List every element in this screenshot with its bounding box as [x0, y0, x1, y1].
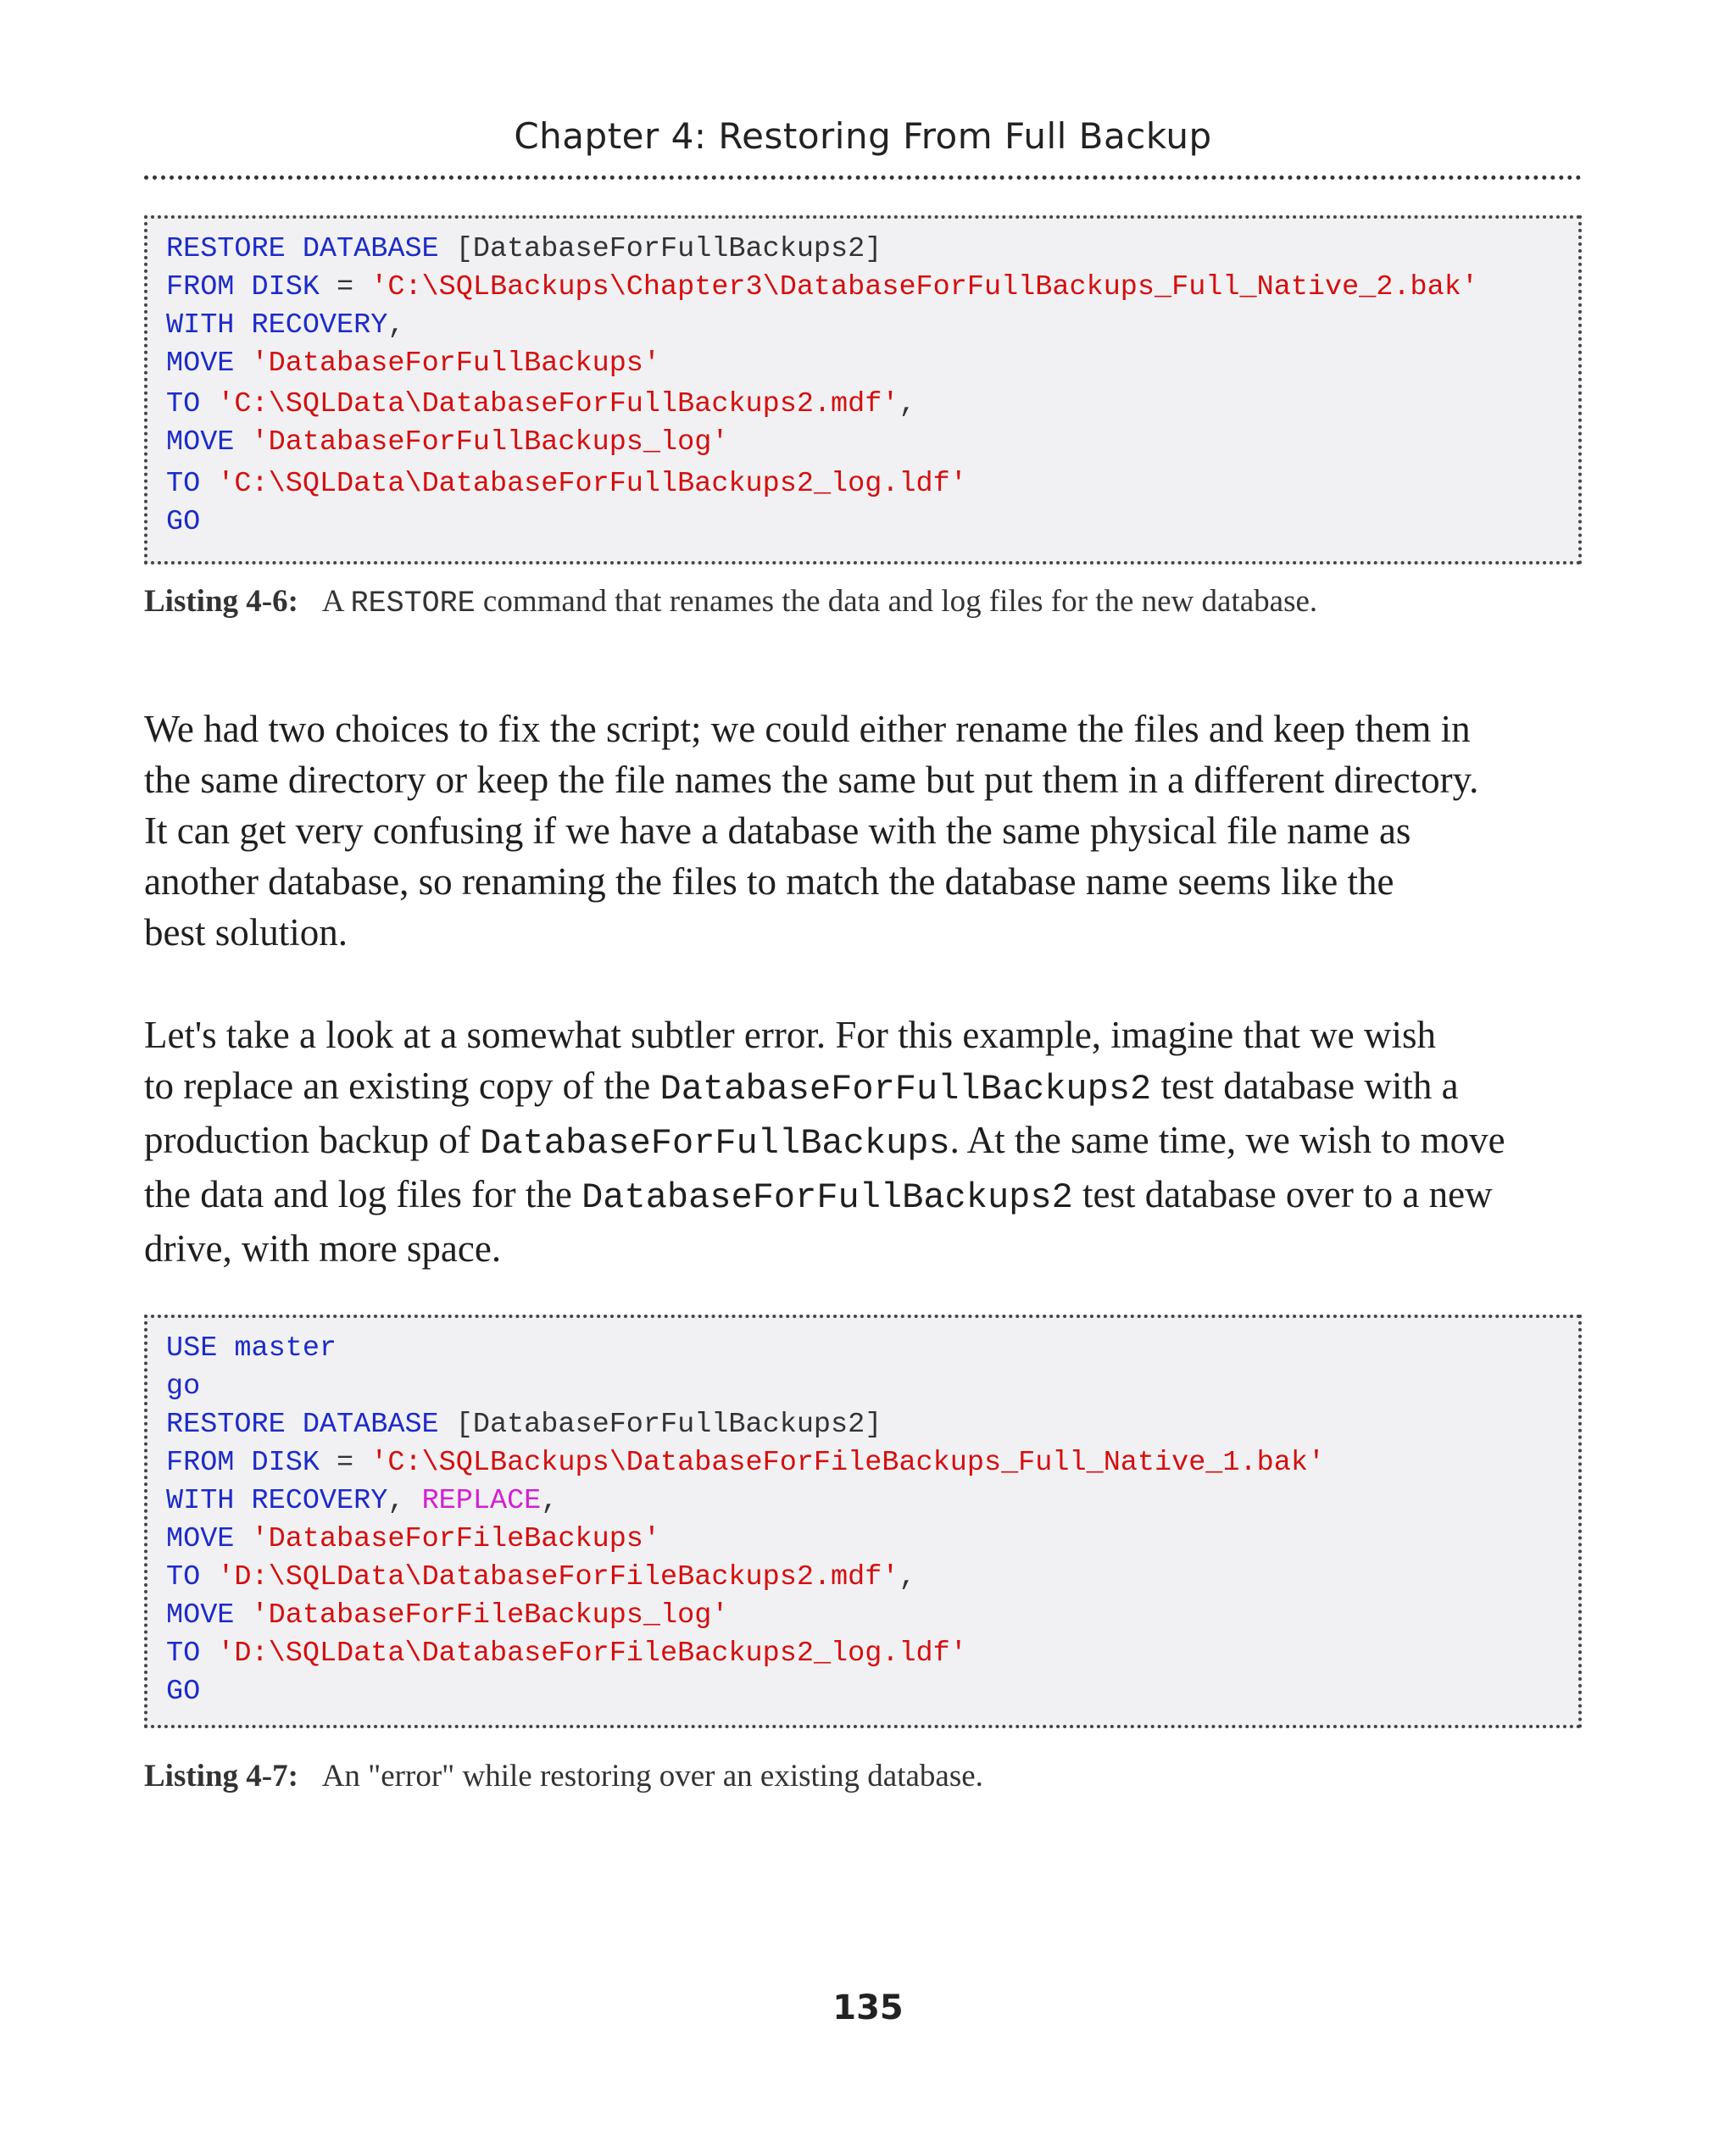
paragraph-line — [144, 1060, 1585, 1115]
sql-text: = — [319, 1447, 371, 1479]
paragraph-text: test database over to a new — [1072, 1173, 1493, 1215]
sql-text — [234, 348, 251, 380]
paragraph-line: another database, so renaming the files to match the database name seems like the — [144, 860, 1394, 903]
caption-label: Listing 4-6: — [144, 584, 298, 619]
sql-keyword: MOVE — [166, 1599, 235, 1632]
paragraph-line — [144, 1009, 1585, 1060]
paragraph-text: production backup of — [144, 1119, 481, 1161]
sql-keyword: RESTORE DATABASE — [166, 1409, 439, 1441]
code-line — [166, 1637, 967, 1671]
sql-keyword: FROM DISK — [166, 271, 320, 303]
sql-option: REPLACE — [421, 1485, 542, 1517]
header-rule — [144, 175, 1582, 180]
paragraph-text: Let's take a look at a somewhat subtler error. For this example, imagine that we wish — [144, 1014, 1436, 1056]
paragraph-text: drive, with more space. — [144, 1227, 502, 1270]
code-line — [166, 425, 728, 459]
sql-keyword: go — [166, 1371, 201, 1403]
paragraph-line: best solution. — [144, 911, 348, 954]
caption-text: A — [321, 584, 351, 619]
sql-text — [200, 468, 217, 500]
page-number: 135 — [832, 1988, 904, 2027]
sql-string: 'D:\SQLData\DatabaseForFileBackups2_log.ldf' — [217, 1638, 967, 1670]
inline-code: DatabaseForFullBackups2 — [581, 1177, 1073, 1218]
sql-string: 'C:\SQLData\DatabaseForFullBackups2.mdf' — [217, 388, 899, 420]
code-line — [166, 347, 660, 381]
body-paragraph-2 — [144, 1009, 1585, 1274]
code-line — [166, 387, 916, 421]
sql-text — [234, 1599, 251, 1632]
caption-label: Listing 4-7: — [144, 1759, 298, 1793]
sql-text: [DatabaseForFullBackups2] — [438, 1409, 882, 1441]
code-line — [166, 270, 1478, 304]
sql-string: 'DatabaseForFileBackups' — [251, 1523, 661, 1555]
sql-keyword: WITH RECOVERY — [166, 1485, 388, 1517]
inline-code: DatabaseForFullBackups2 — [659, 1069, 1152, 1109]
code-line — [166, 1522, 660, 1556]
paragraph-line: the same directory or keep the file names the same but put them in a different directory. — [144, 759, 1479, 801]
sql-text: , — [899, 388, 916, 420]
sql-keyword: MOVE — [166, 426, 235, 459]
code-listing-4-7 — [144, 1315, 1582, 1728]
sql-text — [200, 1638, 217, 1670]
code-line — [166, 467, 967, 501]
sql-text — [234, 1523, 251, 1555]
sql-text: [DatabaseForFullBackups2] — [438, 233, 882, 265]
code-line — [166, 309, 404, 342]
caption-text: command that renames the data and log files for the new database. — [475, 584, 1318, 619]
paragraph-line: We had two choices to fix the script; we could either rename the files and keep them in — [144, 708, 1471, 750]
paragraph-line — [144, 1115, 1585, 1169]
code-line — [166, 232, 882, 266]
sql-text — [200, 388, 217, 420]
sql-keyword: RESTORE DATABASE — [166, 233, 439, 265]
code-line — [166, 1332, 337, 1365]
sql-string: 'DatabaseForFullBackups' — [251, 348, 661, 380]
sql-string: 'C:\SQLBackups\Chapter3\DatabaseForFullBackups_Full_Native_2.bak' — [370, 271, 1478, 303]
code-listing-4-6 — [144, 215, 1582, 564]
sql-keyword: MOVE — [166, 1523, 235, 1555]
listing-4-6-caption — [144, 583, 1317, 620]
sql-keyword: TO — [166, 1561, 201, 1593]
caption-code: RESTORE — [350, 587, 476, 620]
code-line — [166, 505, 200, 539]
chapter-header: Chapter 4: Restoring From Full Backup — [514, 115, 1212, 157]
sql-keyword: FROM DISK — [166, 1447, 320, 1479]
sql-keyword: TO — [166, 388, 201, 420]
sql-text: , — [387, 1485, 422, 1517]
sql-keyword: TO — [166, 468, 201, 500]
code-line — [166, 1446, 1325, 1480]
paragraph-text: . At the same time, we wish to move — [949, 1119, 1505, 1161]
paragraph-line — [144, 1223, 1585, 1274]
body-paragraph-1 — [144, 703, 1585, 958]
paragraph-text: to replace an existing copy of the — [144, 1065, 660, 1107]
sql-keyword: GO — [166, 506, 201, 538]
code-line — [166, 1599, 728, 1632]
code-line — [166, 1484, 558, 1518]
paragraph-line — [144, 1169, 1585, 1223]
paragraph-line: It can get very confusing if we have a database with the same physical file name as — [144, 809, 1411, 852]
code-line — [166, 1408, 882, 1442]
inline-code: DatabaseForFullBackups — [480, 1123, 950, 1164]
code-line — [166, 1560, 916, 1594]
code-line — [166, 1675, 200, 1709]
code-line — [166, 1370, 200, 1404]
sql-string: 'C:\SQLBackups\DatabaseForFileBackups_Full_Native_1.bak' — [370, 1447, 1326, 1479]
sql-text: , — [541, 1485, 559, 1517]
sql-string: 'DatabaseForFullBackups_log' — [251, 426, 729, 459]
paragraph-text: the data and log files for the — [144, 1173, 582, 1215]
sql-keyword: MOVE — [166, 348, 235, 380]
sql-text — [234, 426, 251, 459]
sql-string: 'C:\SQLData\DatabaseForFullBackups2_log.ldf' — [217, 468, 967, 500]
sql-string: 'DatabaseForFileBackups_log' — [251, 1599, 729, 1632]
paragraph-text: test database with a — [1151, 1065, 1459, 1107]
caption-text: An "error" while restoring over an existing database. — [321, 1759, 983, 1793]
sql-text: = — [319, 271, 371, 303]
sql-keyword: USE master — [166, 1332, 337, 1365]
sql-text — [200, 1561, 217, 1593]
sql-keyword: TO — [166, 1638, 201, 1670]
sql-text: , — [387, 309, 405, 342]
listing-4-7-caption — [144, 1758, 983, 1794]
sql-string: 'D:\SQLData\DatabaseForFileBackups2.mdf' — [217, 1561, 899, 1593]
sql-text: , — [899, 1561, 916, 1593]
sql-keyword: GO — [166, 1676, 201, 1708]
sql-keyword: WITH RECOVERY — [166, 309, 388, 342]
